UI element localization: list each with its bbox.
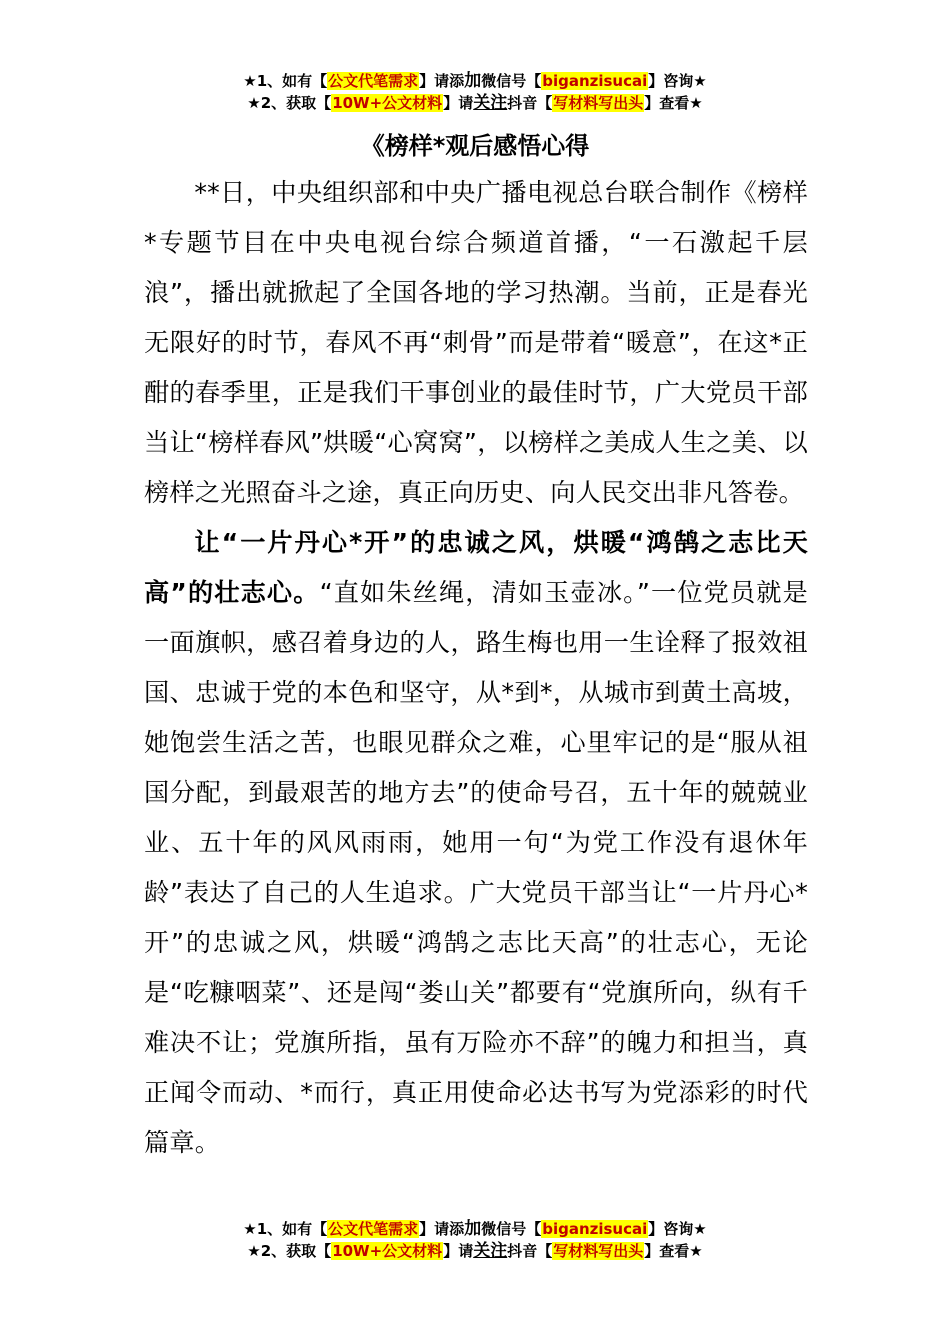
promo-line-1: ★1、如有【公文代笔需求】请添加微信号【biganzisucai】咨询★ xyxy=(243,71,707,91)
promo-highlight-wechat: biganzisucai xyxy=(542,72,648,90)
document-body xyxy=(144,168,808,1168)
promo-highlight-wechat: biganzisucai xyxy=(542,1220,648,1238)
paragraph-1: **日，中央组织部和中央广播电视总台联合制作《榜样*专题节目在中央电视台综合频道首播，“一石激起千层浪”，播出就掀起了全国各地的学习热潮。当前，正是春光无限好的时节，春风不再“刺骨”而是带着“暖意”，在这*正酣的春季里，正是我们干事创业的最佳时节，广大党员干部当让“榜样春风”烘暖“心窝窝”，以榜样之美成人生之美、以榜样之光照奋斗之途，真正向历史、向人民交出非凡答卷。 xyxy=(144,178,808,507)
document-title: 《榜样*观后感悟心得 xyxy=(360,132,590,160)
promo-line-2-bottom: ★2、获取【10W+公文材料】请关注抖音【写材料写出头】查看★ xyxy=(247,1241,703,1261)
promo-banner-top xyxy=(0,70,950,114)
promo-highlight-douyin: 写材料写出头 xyxy=(553,1242,644,1260)
promo-highlight-materials: 10W+公文材料 xyxy=(332,94,443,112)
promo-highlight-service: 公文代笔需求 xyxy=(328,1220,419,1238)
promo-line-1-bottom: ★1、如有【公文代笔需求】请添加微信号【biganzisucai】咨询★ xyxy=(243,1219,707,1239)
paragraph-2 xyxy=(144,518,808,1168)
paragraph-2-body: “直如朱丝绳，清如玉壶冰。”一位党员就是一面旗帜，感召着身边的人，路生梅也用一生诠释了报效祖国、忠诚于党的本色和坚守，从*到*，从城市到黄土高坡，她饱尝生活之苦，也眼见群众之难，心里牢记的是“服从祖国分配，到最艰苦的地方去”的使命号召，五十年的兢兢业业、五十年的风风雨雨，她用一句“为党工作没有退休年龄”表达了自己的人生追求。广大党员干部当让“一片丹心*开”的忠诚之风，烘暖“鸿鹄之志比天高”的壮志心，无论是“吃糠咽菜”、还是闯“娄山关”都要有“党旗所向，纵有千难决不让；党旗所指，虽有万险亦不辞”的魄力和担当，真正闻令而动、*而行，真正用使命必达书写为党添彩的时代篇章。 xyxy=(144,578,808,1157)
promo-banner-bottom xyxy=(0,1218,950,1262)
promo-highlight-materials: 10W+公文材料 xyxy=(332,1242,443,1260)
promo-highlight-service: 公文代笔需求 xyxy=(328,72,419,90)
promo-line-2: ★2、获取【10W+公文材料】请关注抖音【写材料写出头】查看★ xyxy=(247,93,703,113)
promo-highlight-douyin: 写材料写出头 xyxy=(553,94,644,112)
paragraph-2-heading: 让“一片丹心*开”的忠诚之风，烘暖“鸿鹄之志比天高”的壮志心。 xyxy=(144,528,808,607)
